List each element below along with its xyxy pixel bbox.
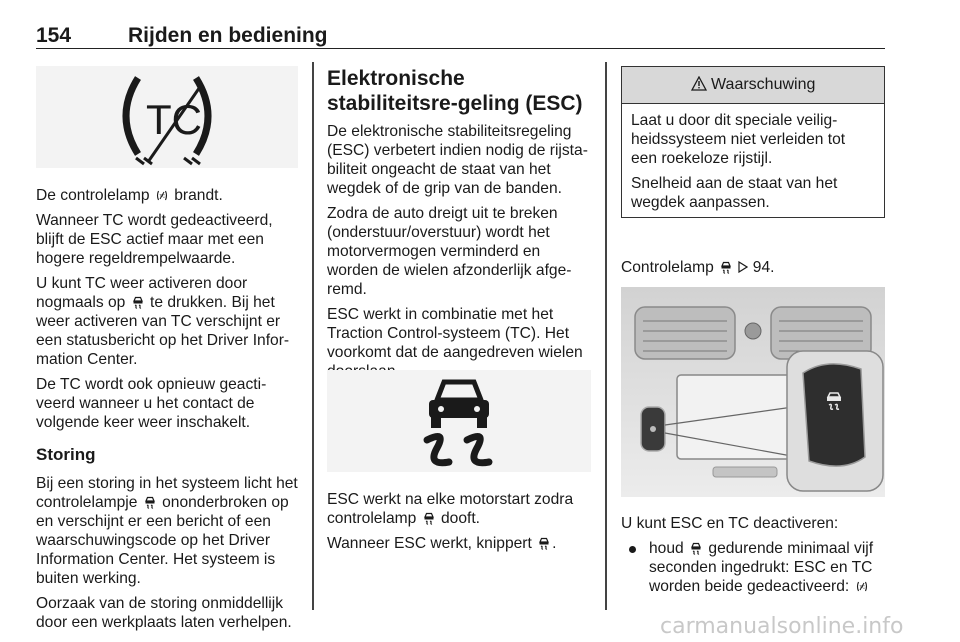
esc-icon <box>423 512 435 525</box>
dashboard-button-photo <box>621 287 885 497</box>
text: Controlelamp <box>621 259 714 276</box>
paragraph: De elektronische stabiliteitsregeling (ESC) verbetert indien nodig de rijsta-biliteit ongeacht de staat van het wegdek of de grip van de banden. <box>327 123 588 197</box>
column-divider-right <box>605 62 607 610</box>
paragraph <box>327 490 593 528</box>
tc-off-icon <box>856 580 868 593</box>
text: gedurende minimaal vijf seconden ingedrukt: ESC en TC worden beide gedeactiveerd: <box>649 540 874 595</box>
esc-icon <box>538 537 550 550</box>
warning-box <box>621 66 885 218</box>
tc-off-icon <box>156 189 168 202</box>
right-column-lower <box>621 514 887 596</box>
tc-off-illustration <box>36 66 298 168</box>
bullet-item <box>621 539 887 596</box>
page-reference <box>621 258 887 277</box>
paragraph: ESC werkt in combinatie met het Traction Control-systeem (TC). Het voorkomt dat de aangedreven wielen <box>327 306 583 361</box>
center-console-illustration <box>621 287 885 497</box>
text: ononderbroken op en verschijnt er een bericht of een waarschuwingscode op het Driver Information Center. Het systeem is buiten werking. <box>36 494 289 587</box>
page-title: Rijden en bediening <box>128 24 328 47</box>
text: dooft. <box>440 510 480 527</box>
paragraph: Oorzaak van de storing onmiddellijk door een werkplaats laten verhelpen. <box>36 595 292 631</box>
text: . <box>552 535 557 552</box>
page-reference-arrow-icon <box>738 261 748 273</box>
paragraph <box>36 274 300 369</box>
middle-column-lower <box>327 490 593 559</box>
text: Wanneer ESC werkt, knippert <box>327 535 532 552</box>
warning-title: Waarschuwing <box>711 76 816 93</box>
page-number: 154 <box>36 24 72 47</box>
esc-icon <box>144 496 156 509</box>
esc-illustration <box>327 370 591 472</box>
text: ESC werkt na elke motorstart zodra controlelamp <box>327 491 574 527</box>
paragraph: De TC wordt ook opnieuw geacti-veerd wanneer u het contact de volgende keer weer inschakelt. <box>36 376 267 431</box>
text: 94. <box>752 259 775 276</box>
text: U kunt TC weer activeren door nogmaals op <box>36 275 248 311</box>
column-divider-left <box>312 62 314 610</box>
bullet-dot <box>629 546 636 553</box>
esc-icon <box>690 542 702 555</box>
paragraph <box>327 534 593 553</box>
middle-column <box>327 66 593 387</box>
watermark: carmanualsonline.info <box>660 614 904 639</box>
paragraph <box>36 186 300 205</box>
esc-icon-large <box>327 370 591 472</box>
text: houd <box>649 540 684 557</box>
warning-paragraph: Snelheid aan de staat van het wegdek aanpassen. <box>631 175 838 211</box>
section-heading-storing: Storing <box>36 445 96 464</box>
paragraph <box>36 474 300 588</box>
warning-paragraph: Laat u door dit speciale veilig-heidssysteem niet verleiden tot een roekeloze rijstijl. <box>631 112 846 167</box>
text: te drukken. Bij het weer activeren van TC verschijnt er een statusbericht op het Driver Infor-mation Center. <box>36 294 290 368</box>
section-title-esc: Elektronische stabiliteitsre-geling (ESC) <box>327 67 583 115</box>
warning-triangle-icon <box>691 76 707 91</box>
tc-off-icon <box>36 66 298 168</box>
text: De controlelamp <box>36 187 150 204</box>
paragraph: U kunt ESC en TC deactiveren: <box>621 515 839 532</box>
tc-icon-label: TC <box>146 96 202 143</box>
page-header <box>36 22 885 49</box>
text: brandt. <box>174 187 223 204</box>
esc-icon <box>132 296 144 309</box>
paragraph: Zodra de auto dreigt uit te breken (onderstuur/overstuur) wordt het motorvermogen verminderd en worden de wielen afzonderlijk afge-remd. <box>327 205 572 298</box>
paragraph: Wanneer TC wordt gedeactiveerd, blijft de ESC actief maar met een hogere regeldrempelwaarde. <box>36 212 273 267</box>
left-column <box>36 186 300 638</box>
warning-header <box>622 67 884 104</box>
warning-body <box>622 104 884 225</box>
text: Bij een storing in het systeem licht het controlelampje <box>36 475 298 511</box>
esc-icon <box>720 261 732 274</box>
